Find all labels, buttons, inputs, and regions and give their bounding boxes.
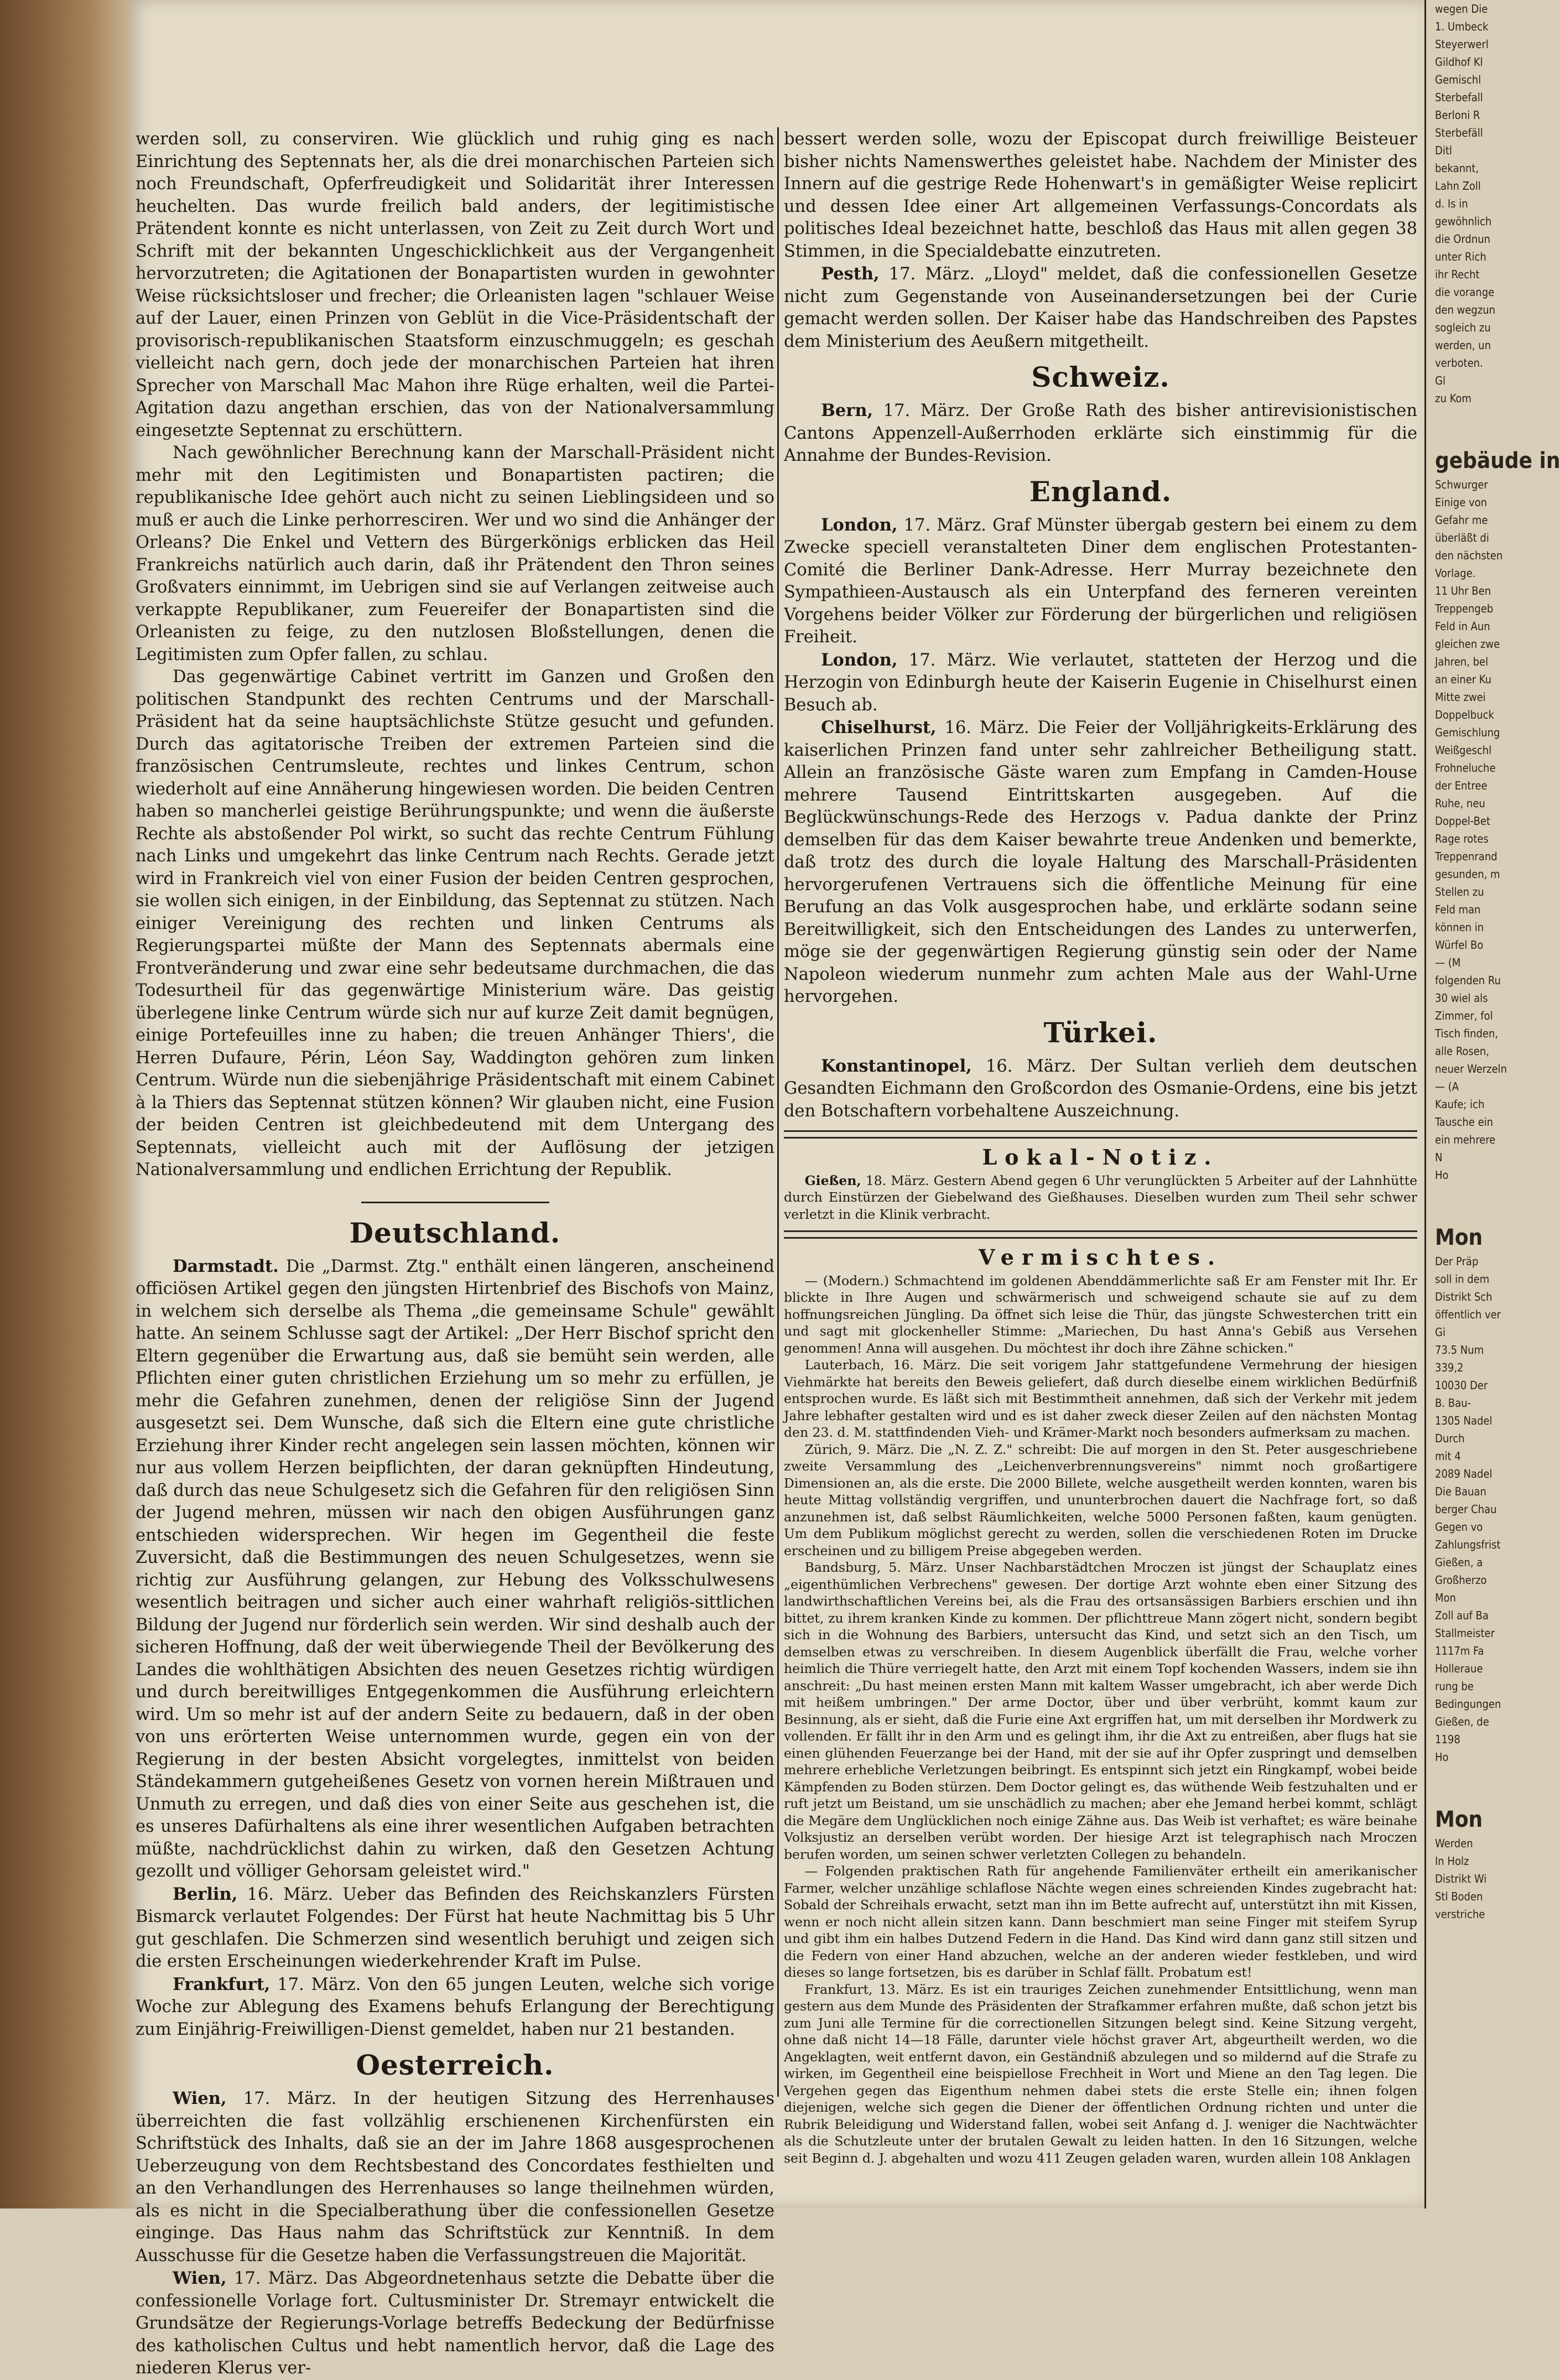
text-bern: 17. März. Der Große Rath des bisher antirevisionistischen Cantons Appenzell-Außerrhoden erklärte sich einstimmig für die Annahme der Bundes-Revision. bbox=[784, 401, 1417, 465]
item-farmer: — Folgenden praktischen Rath für angehende Familienväter ertheilt ein amerikanischer Farmer, welcher unzählige schlaflose Nächte wegen eines schreienden Kindes zugebracht hat: Sobald der Schreihals erwacht, setzt man ihn im Bette aufrecht auf, unterstützt ihn mit Kissen, wenn er noch nicht allein sitzen kann. Dann beschmiert man seine Finger mit steifem Syrup und gibt ihm ein halbes Dutzend Federn in die Hand. Das Kind wird dann ganz still sitzen und die Federn von einer Hand abzuchen, welche an der anderen wieder festkleben, und wird dieses so lange fortsetzen, bis es darüber in Schlaf fällt. Probatum est! bbox=[784, 1863, 1417, 1980]
strip-line: Gefahr me bbox=[1435, 513, 1488, 527]
item-modern: — (Modern.) Schmachtend im goldenen Abenddämmerlichte saß Er am Fenster mit Ihr. Er blickte in Ihre Augen und schwärmerisch und schweigend schaute sie auf zu dem hoffnungsreichen Jüngling. Da öffnet sich leise die Thür, das jüngste Schwesterchen tritt ein und sagt mit glockenheller Stimme: „Mariechen, Du hast Anna's Gebiß aus Versehen genommen! Anna will ausgehen. Du möchtest ihr doch ihre Zähne schicken." bbox=[784, 1272, 1417, 1356]
strip-line: Frohneluche bbox=[1435, 761, 1496, 775]
strip-line: Doppelbuck bbox=[1435, 708, 1494, 721]
paragraph-wien-cont: bessert werden solle, wozu der Episcopat durch freiwillige Beisteuer bisher nichts Namenswerthes geleistet habe. Nachdem der Minister des Innern auf die gestrige Rede Hohenwart's in gemäßigter Weise replicirt und dessen Idee einer Art allgemeinen Verfassungs-Concordats als politisches Ideal bezeichnet hatte, beschloß das Haus mit allen gegen 38 Stimmen, in die Specialdebatte einzutreten. bbox=[784, 129, 1417, 261]
strip-line: 11 Uhr Ben bbox=[1435, 584, 1491, 597]
article-pesth bbox=[784, 263, 1417, 353]
strip-line: folgenden Ru bbox=[1435, 974, 1501, 987]
strip-line: die Ordnun bbox=[1435, 232, 1491, 246]
strip-line: an einer Ku bbox=[1435, 673, 1492, 686]
strip-line: N bbox=[1435, 1151, 1443, 1164]
strip-line: 30 wiel als bbox=[1435, 991, 1488, 1005]
strip-line: unter Rich bbox=[1435, 250, 1486, 263]
strip-line: verboten. bbox=[1435, 356, 1483, 370]
strip-line: Mon bbox=[1435, 1591, 1456, 1604]
article-wien-1 bbox=[136, 2087, 774, 2267]
article-london-1 bbox=[784, 514, 1417, 649]
strip-line: In Holz bbox=[1435, 1854, 1469, 1868]
paragraph-marschall: Nach gewöhnlicher Berechnung kann der Marschall-Präsident nicht mehr mit den Legitimisten und Bonapartisten pactiren; die republikanische Idee gehört auch nicht zu seinen Lieblingsideen und so muß er auch die Linke perhorresciren. Wer und wo sind die Anhänger der Orleans? Die Enkel und Vettern des Bürgerkönigs erblicken das Heil Frankreichs natürlich auch darin, daß ihr Prätendent den Thron seines Großvaters einnimmt, im Uebrigen sind sie auf Verlangen zeitweise auch verkappte Republikaner, zum Feuereifer der Bonapartisten sind die Orleanisten zu feige, zu den nutzlosen Bloßstellungen, denen die Legitimisten zum Opfer fallen, zu schlau. bbox=[136, 443, 774, 664]
column-divider bbox=[777, 127, 779, 2097]
strip-line: den wegzun bbox=[1435, 303, 1496, 316]
article-bern bbox=[784, 399, 1417, 467]
heading-vermischtes: Vermischtes. bbox=[978, 1245, 1223, 1270]
strip-line: mit 4 bbox=[1435, 1449, 1461, 1463]
strip-line: gleichen zwe bbox=[1435, 637, 1500, 651]
paragraph-septennat: werden soll, zu conserviren. Wie glücklich und ruhig ging es nach Einrichtung des Septennats her, als die drei monarchischen Parteien sich noch Freundschaft, Opferfreudigkeit und Solidarität ihrer Interessen heuchelten. Das wurde freilich bald anders, der legitimistische Prätendent konnte es nicht unterlassen, von Zeit zu Zeit durch Wort und Schrift mit der bekannten Ungeschicklichkeit aus der Vergangenheit hervorzutreten; die Agitationen der Bonapartisten wurden in gewohnter Weise rücksichtsloser und frecher; die Orleanisten lagen "schlauer Weise auf der Lauer, einen Prinzen von Geblüt in die Vice-Präsidentschaft der provisorisch-republikanischen Staatsform einzuschmuggeln; es geschah vielleicht nach gern, doch jede der monarchischen Parteien hat ihren Sprecher von Marschall Mac Mahon ihre Rüge erhalten, weil die Partei-Agitation dazu angethan erschien, das von der Nationalversammlung eingesetzte Septennat zu erschüttern. bbox=[136, 129, 774, 440]
paragraph-cabinet: Das gegenwärtige Cabinet vertritt im Ganzen und Großen den politischen Standpunkt des rechten Centrums und der Marschall-Präsident hat da seine hauptsächlichste Stütze gesucht und gefunden. Durch das agitatorische Treiben der extremen Parteien sind die französischen Centrumsleute, rechtes und linkes Centrum, schon wiederholt auf eine Annäherung hingewiesen worden. Die beiden Centren haben so mancherlei geistige Berührungspunkte; und wenn die äußerste Rechte als abstoßender Pol wirkt, so sucht das rechte Centrum Fühlung nach Links und umgekehrt das linke Centrum nach Rechts. Gerade jetzt wird in Frankreich viel von einer Fusion der beiden Centren gesprochen, sie wollen sich einigen, in der Einbildung, das Septennat zu stützen. Nach einiger Vereinigung des rechten und linken Centrums als Regierungspartei müßte der Mann des Septennats abermals eine Frontveränderung und zwar eine sehr bedeutsame durchmachen, die das Todesurtheil für das gegenwärtige Ministerium wäre. Das geistig überlegene linke Centrum würde sich nur auf kurze Zeit damit begnügen, einige Portefeuilles inne zu haben; die treuen Anhänger Thiers', die Herren Dufaure, Périn, Léon Say, Waddington gehören zum linken Centrum. Würde nun die siebenjährige Präsidentschaft mit einem Cabinet à la Thiers das Septennat stützen können? Wir glauben nicht, eine Fusion der beiden Centren ist gleichbedeutend mit dem Untergang des Septennats, vielleicht auch mit der Auflösung der jetzigen Nationalversammlung und endlichen Errichtung der Republik. bbox=[136, 667, 774, 1179]
strip-line: Gildhof Kl bbox=[1435, 55, 1483, 69]
strip-line: Gießen, de bbox=[1435, 1715, 1489, 1728]
article-wien-2 bbox=[136, 2267, 774, 2380]
strip-line: Weißgeschl bbox=[1435, 744, 1492, 757]
strip-line: Ruhe, neu bbox=[1435, 797, 1485, 810]
heading-schweiz: Schweiz. bbox=[1031, 361, 1170, 393]
adjacent-page-strip bbox=[1424, 0, 1560, 2208]
strip-line: Berloni R bbox=[1435, 108, 1480, 122]
strip-line: neuer Werzeln bbox=[1435, 1062, 1507, 1075]
strip-line: Gi bbox=[1435, 1326, 1445, 1339]
strip-line: — (M bbox=[1435, 956, 1461, 969]
strip-line: Ditl bbox=[1435, 144, 1452, 157]
article-giessen bbox=[784, 1172, 1417, 1223]
strip-line: der Entree bbox=[1435, 779, 1488, 792]
section-divider bbox=[361, 1202, 549, 1203]
strip-line: wegen Die bbox=[1435, 2, 1488, 15]
strip-line: die vorange bbox=[1435, 285, 1495, 299]
left-column bbox=[136, 128, 774, 2380]
strip-line: Schwurger bbox=[1435, 478, 1488, 491]
strip-line: den nächsten bbox=[1435, 549, 1503, 562]
right-column bbox=[784, 128, 1417, 2166]
strip-line: überläßt di bbox=[1435, 531, 1489, 544]
strip-line: Rage rotes bbox=[1435, 832, 1489, 845]
strip-line: Sterbefall bbox=[1435, 91, 1483, 104]
article-konstantinopel bbox=[784, 1055, 1417, 1123]
strip-line: 1. Umbeck bbox=[1435, 20, 1489, 33]
dateline-bern: Bern, bbox=[821, 401, 873, 420]
dateline-wien-2: Wien, bbox=[173, 2268, 227, 2288]
strip-line: Stellen zu bbox=[1435, 885, 1484, 898]
section-divider-lokal bbox=[784, 1130, 1417, 1139]
strip-line: Durch bbox=[1435, 1432, 1465, 1445]
strip-line: Tisch finden, bbox=[1435, 1027, 1499, 1040]
strip-line: 2089 Nadel bbox=[1435, 1467, 1493, 1480]
strip-line: bekannt, bbox=[1435, 162, 1479, 175]
strip-line: soll in dem bbox=[1435, 1272, 1490, 1286]
article-chiselhurst bbox=[784, 716, 1417, 1009]
dateline-wien-1: Wien, bbox=[173, 2088, 227, 2108]
heading-england: England. bbox=[1029, 475, 1172, 508]
strip-line: B. Bau- bbox=[1435, 1396, 1471, 1410]
text-darmstadt: Die „Darmst. Ztg." enthält einen längeren, anscheinend officiösen Artikel gegen den jüngsten Hirtenbrief des Bischofs von Mainz, in welchem sich derselbe als Thema „die gemeinsame Schule" gewählt hatte. An seinem Schlusse sagt der Artikel: „Der Herr Bischof spricht den Eltern gegenüber die Erwartung aus, daß sie bemüht sein werden, alle Pflichten einer guten christlichen Erziehung um so mehr zu erfüllen, je mehr die Gefahren zunehmen, denen der religiöse Sinn der Jugend ausgesetzt sei. Dem Wunsche, daß sich die Eltern eine gute christliche Erziehung ihrer Kinder recht angelegen sein lassen möchten, können wir nur aus vollem Herzen beipflichten, der daran geknüpften Hindeutung, daß durch das neue Schulgesetz sich die Gefahren für den religiösen Sinn der Jugend mehren, müssen wir nach den obigen Ausführungen ganz entschieden widersprechen. Wir hegen im Gegentheil die feste Zuversicht, daß die Bestimmungen des neuen Schulgesetzes, wenn sie richtig zur Ausführung gelangen, zur Hebung des Volksschulwesens wesentlich beitragen und sicher auch einer wahrhaft religiös-sittlichen Bildung der Jugend nur förderlich sein werden. Wir sind deshalb auch der sicheren Hoffnung, daß der weit überwiegende Theil der Bevölkerung des Landes die wohlthätigen Absichten des neuen Gesetzes richtig würdigen und durch bereitwilliges Entgegenkommen die Ausführung erleichtern wird. Um so mehr ist auf der andern Seite zu bedauern, daß in der oben von uns erörterten Weise unternommen wurde, gegen ein von der Regierung in der besten Absicht vorgelegtes, inmittelst von beiden Ständekammern gutgeheißenes Gesetz von vornen herein Mißtrauen und Unmuth zu erregen, und daß dies von einer Seite aus geschehen ist, die es unseres Dafürhaltens als eine ihrer wesentlichen Aufgaben betrachten müßte, nachdrücklichst dahin zu wirken, daß den Gesetzen Achtung gezollt und völliger Gehorsam geleistet wird." bbox=[136, 1256, 774, 1881]
article-berlin bbox=[136, 1883, 774, 1973]
strip-line: ein mehrere bbox=[1435, 1133, 1496, 1146]
strip-line: Holleraue bbox=[1435, 1662, 1483, 1675]
strip-line: Stallmeister bbox=[1435, 1626, 1495, 1640]
strip-line: Sterbefäll bbox=[1435, 126, 1483, 139]
heading-lokal-notiz: Lokal-Notiz. bbox=[982, 1145, 1219, 1170]
section-divider-vermischtes bbox=[784, 1230, 1417, 1239]
strip-line: Feld in Aun bbox=[1435, 620, 1490, 633]
text-london-1: 17. März. Graf Münster übergab gestern bei einem zu dem Zwecke speciell veranstalteten Diner dem englischen Protestanten-Comité die Berliner Dank-Adresse. Herr Murray bezeichnete den Sympathieen-Austausch als ein Unterpfand des ferneren vereinten Vorgehens beider Völker zur Förderung der bürgerlichen und religiösen Freiheit. bbox=[784, 515, 1417, 647]
strip-line: Mon bbox=[1435, 1807, 1483, 1832]
strip-line: Einige von bbox=[1435, 496, 1488, 509]
text-frankfurt: 17. März. Von den 65 jungen Leuten, welche sich vorige Woche zur Ablegung des Examens behufs Erlangung der Berechtigung zum Einjährig-Freiwilligen-Dienst gemeldet, haben nur 21 bestanden. bbox=[136, 1974, 774, 2039]
strip-line: gewöhnlich bbox=[1435, 215, 1492, 228]
strip-line: Distrikt Sch bbox=[1435, 1290, 1493, 1303]
strip-line: Gießen, a bbox=[1435, 1556, 1483, 1569]
strip-line: Gl bbox=[1435, 374, 1445, 387]
lokal-section bbox=[784, 1172, 1417, 1223]
strip-line: Jahren, bel bbox=[1435, 655, 1489, 668]
strip-line: Werden bbox=[1435, 1837, 1473, 1850]
strip-line: Treppengeb bbox=[1435, 602, 1494, 615]
text-pesth: 17. März. „Lloyd" meldet, daß die confessionellen Gesetze nicht zum Gegenstande von Auseinandersetzungen bei der Curie gemacht werden sollen. Der Kaiser habe das Handschreiben des Papstes dem Ministerium des Aeußern mitgetheilt. bbox=[784, 264, 1417, 351]
strip-line: Kaufe; ich bbox=[1435, 1098, 1485, 1111]
dateline-london-2: London, bbox=[821, 649, 898, 670]
strip-line: können in bbox=[1435, 921, 1484, 934]
text-konstantinopel: 16. März. Der Sultan verlieh dem deutschen Gesandten Eichmann den Großcordon des Osmanie-Ordens, eine bis jetzt den Botschaftern vorbehaltene Auszeichnung. bbox=[784, 1056, 1417, 1121]
strip-line: 73.5 Num bbox=[1435, 1343, 1484, 1357]
strip-line: Feld man bbox=[1435, 903, 1481, 916]
dateline-darmstadt: Darmstadt. bbox=[173, 1256, 279, 1276]
item-bandsburg: Bandsburg, 5. März. Unser Nachbarstädtchen Mroczen ist jüngst der Schauplatz eines „eigenthümlichen Verbrechens" gewesen. Der dortige Arzt wohnte eben einer Sitzung des landwirthschaftlichen Vereins bei, als die Frau des ortsansässigen Barbiers erschien und ihn bittet, zu ihrem kranken Kinde zu kommen. Der pflichttreue Mann zögert nicht, sondern begibt sich in die Wohnung des Barbiers, untersucht das Kind, und setzt sich an den Tisch, um demselben etwas zu verschreiben. In diesem Augenblick überfällt die Frau, welche vorher heimlich die Thüre verriegelt hatte, den Arzt mit einem Topf kochenden Wassers, indem sie ihn anschreit: „Du hast meinen ersten Mann mit kaltem Wasser umgebracht, ich aber werde Dich mit heißem umbringen." Der arme Doctor, über und über verbrüht, kommt kaum zur Besinnung, als er sieht, daß die Furie eine Axt ergriffen hat, um mit derselben ihr Mordwerk zu vollenden. Er fällt ihr in den Arm und es gelingt ihm, ihr die Axt zu entreißen, aber flugs hat sie einen glühenden Feuerzange bei der Hand, mit der sie auf ihr Opfer zuspringt und demselben mehrere erhebliche Verletzungen beibringt. Es entspinnt sich jetzt ein Ringkampf, wobei beide Kämpfenden zu Boden stürzen. Dem Doctor gelingt es, das wüthende Weib festzuhalten und er ruft jetzt um Beistand, um sie unschädlich zu machen; aber ehe Jemand herbei kommt, schlägt die Megäre dem Unglücklichen noch einige Zähne aus. Das Weib ist verhaftet; es wäre beinahe Volksjustiz an derselben verübt worden. Der hiesige Arzt ist telegraphisch nach Mroczen berufen worden, um seinen schwer verletzten Collegen zu behandeln. bbox=[784, 1560, 1417, 1862]
strip-line: Steyerwerl bbox=[1435, 38, 1489, 51]
strip-line: Gemischlung bbox=[1435, 726, 1500, 739]
strip-line: Gegen vo bbox=[1435, 1520, 1483, 1534]
strip-line: Tausche ein bbox=[1435, 1115, 1494, 1129]
vermischtes-section bbox=[784, 1272, 1417, 2167]
strip-line: Vorlage. bbox=[1435, 567, 1476, 580]
strip-line: alle Rosen, bbox=[1435, 1045, 1489, 1058]
strip-line: Mon bbox=[1435, 1225, 1483, 1250]
item-zuerich: Zürich, 9. März. Die „N. Z. Z." schreibt: Die auf morgen in den St. Peter ausgeschriebene zweite Versammlung des „Leichenverbrennungsvereins" nimmt noch großartigere Dimensionen an, als die erste. Die 2000 Billete, welche ausgetheilt werden konnten, waren bis heute Mittag vollständig vergriffen, und ununterbrochen dauert die Nachfrage fort, so daß anzunehmen ist, daß selbst Räumlichkeiten, welche 5000 Personen faßten, kaum genügten. Um dem Publikum möglichst gerecht zu werden, sollen die verschiedenen Roten im Drucke erscheinen und zu billigem Preise abgegeben werden. bbox=[784, 1441, 1417, 1558]
strip-line: 1198 bbox=[1435, 1733, 1460, 1746]
text-chiselhurst: 16. März. Die Feier der Volljährigkeits-Erklärung des kaiserlichen Prinzen fand unter sehr zahlreicher Betheiligung statt. Allein an französische Gäste waren zum Empfang in Camden-House mehrere Tausend Eintrittskarten ausgegeben. Auf die Beglückwünschungs-Rede des Herzogs v. Padua dankte der Prinz demselben für das dem Kaiser bewahrte treue Andenken und bemerkte, daß trotz des durch die loyale Haltung des Marschall-Präsidenten hervorgerufenen Vertrauens sich die öffentliche Meinung für eine Berufung an das Volk ausgesprochen habe, und erklärte sodann seine Bereitwilligkeit, sich den Entscheidungen des Landes zu unterwerfen, möge sie der gegenwärtigen Regierung günstig sein oder der Name Napoleon wiederum nunmehr zum achten Male aus der Wahl-Urne hervorgehen. bbox=[784, 718, 1417, 1006]
strip-line: Würfel Bo bbox=[1435, 938, 1484, 952]
text-wien-1: 17. März. In der heutigen Sitzung des Herrenhauses überreichten die fast vollzählig erschienenen Kirchenfürsten ein Schriftstück des Inhalts, daß sie an der im Jahre 1868 ausgesprochenen Ueberzeugung von dem Rechtsbestand des Concordates festhielten und an den Verhandlungen des Herrenhauses so lange theilnehmen würden, als es nicht in die Specialberathung über die confessionellen Gesetze einginge. Das Haus nahm das Schriftstück zur Kenntniß. In dem Ausschusse für die Gesetze haben die Verfassungstreuen die Majorität. bbox=[136, 2089, 774, 2265]
strip-line: Zahlungsfrist bbox=[1435, 1538, 1501, 1551]
strip-line: — (A bbox=[1435, 1080, 1459, 1093]
text-giessen: 18. März. Gestern Abend gegen 6 Uhr verunglückten 5 Arbeiter auf der Lahnhütte durch Einstürzen der Giebelwand des Gießhauses. Dieselben wurden zum Theil sehr schwer verletzt in die Klinik verbracht. bbox=[784, 1172, 1417, 1222]
dateline-konstantinopel: Konstantinopel, bbox=[821, 1056, 972, 1076]
heading-oesterreich: Oesterreich. bbox=[356, 2049, 554, 2081]
strip-line: Distrikt Wi bbox=[1435, 1872, 1487, 1885]
dateline-frankfurt: Frankfurt, bbox=[173, 1974, 271, 1994]
text-berlin: 16. März. Ueber das Befinden des Reichskanzlers Fürsten Bismarck verlautet Folgendes: Der Fürst hat heute Nachmittag bis 5 Uhr gut geschlafen. Die Schmerzen sind wesentlich beruhigt und zeigen sich die ersten Erscheinungen wiederkehrender Kraft im Pulse. bbox=[136, 1884, 774, 1971]
strip-line: Bedingungen bbox=[1435, 1697, 1501, 1711]
strip-line: Lahn Zoll bbox=[1435, 179, 1481, 193]
strip-line: gebäude in bbox=[1435, 448, 1560, 474]
dateline-berlin: Berlin, bbox=[173, 1884, 238, 1904]
strip-line: verstriche bbox=[1435, 1908, 1485, 1921]
strip-line: zu Kom bbox=[1435, 392, 1471, 405]
dateline-pesth: Pesth, bbox=[821, 264, 880, 284]
strip-line: Die Bauan bbox=[1435, 1485, 1486, 1498]
heading-tuerkei: Türkei. bbox=[1043, 1016, 1158, 1049]
strip-line: werden, un bbox=[1435, 339, 1491, 352]
dateline-giessen: Gießen, bbox=[804, 1172, 861, 1188]
strip-line: Ho bbox=[1435, 1750, 1449, 1764]
dateline-chiselhurst: Chiselhurst, bbox=[821, 718, 937, 737]
strip-line: Gemischl bbox=[1435, 73, 1481, 86]
book-binding bbox=[0, 0, 130, 2208]
strip-line: 1117m Fa bbox=[1435, 1644, 1484, 1657]
article-frankfurt bbox=[136, 1973, 774, 2041]
strip-line: Mitte zwei bbox=[1435, 690, 1486, 704]
strip-line: Stl Boden bbox=[1435, 1890, 1483, 1903]
strip-line: Zoll auf Ba bbox=[1435, 1609, 1489, 1622]
strip-line: Der Präp bbox=[1435, 1255, 1479, 1268]
strip-line: Doppel-Bet bbox=[1435, 814, 1491, 828]
strip-line: 339,2 bbox=[1435, 1361, 1464, 1374]
text-wien-2: 17. März. Das Abgeordnetenhaus setzte die Debatte über die confessionelle Vorlage fort. Cultusminister Dr. Stremayr entwickelt die Grundsätze der Regierungs-Vorlage betreffs Bedeckung der Bedürfnisse des katholischen Cultus und hebt namentlich hervor, daß die Lage des niederen Klerus ver- bbox=[136, 2269, 774, 2378]
dateline-london-1: London, bbox=[821, 515, 898, 535]
article-darmstadt bbox=[136, 1255, 774, 1883]
strip-line: rung be bbox=[1435, 1680, 1474, 1693]
strip-line: gesunden, m bbox=[1435, 867, 1500, 881]
strip-line: berger Chau bbox=[1435, 1503, 1497, 1516]
article-london-2 bbox=[784, 649, 1417, 717]
strip-line: Zimmer, fol bbox=[1435, 1009, 1493, 1022]
strip-line: öffentlich ver bbox=[1435, 1308, 1501, 1321]
strip-line: d. Is in bbox=[1435, 197, 1468, 210]
strip-line: ihr Recht bbox=[1435, 268, 1480, 281]
strip-line: 1305 Nadel bbox=[1435, 1414, 1493, 1427]
item-lauterbach: Lauterbach, 16. März. Die seit vorigem Jahr stattgefundene Vermehrung der hiesigen Viehmärkte hat bereits den Beweis geliefert, daß durch dieselbe einem wirklichen Bedürfniß entsprochen wurde. Es läßt sich mit Bestimmtheit annehmen, daß sich der Verkehr mit jedem Jahre lebhafter gestalten wird und es ist daher zweck dieser Zeilen auf den nächsten Montag den 23. d. M. stattfindenden Vieh- und Krämer-Markt noch besonders aufmerksam zu machen. bbox=[784, 1357, 1417, 1440]
strip-line: sogleich zu bbox=[1435, 321, 1491, 334]
item-frankfurt-strafkammer: Frankfurt, 13. März. Es ist ein trauriges Zeichen zunehmender Entsittlichung, wenn man gestern aus dem Munde des Präsidenten der Strafkammer erfahren mußte, daß schon jetzt bis zum Juni alle Termine für die correctionellen Sitzungen belegt sind. Keine Sitzung vergeht, ohne daß nicht 14—18 Fälle, darunter viele höchst graver Art, abgeurtheilt werden, wo die Angeklagten, weit entfernt davon, ein Geständniß abzulegen und so mildernd auf die Strafe zu wirken, im Gegentheil eine beispiellose Frechheit in Wort und Miene an den Tag legen. Die Vergehen gegen das Eigenthum nehmen dabei stets die erste Stelle ein; ihnen folgen diejenigen, welche sich gegen die Diener der öffentlichen Ordnung richten und unter die Rubrik Beleidigung und Widerstand fallen, wobei seit Anfang d. J. weniger die Nachtwächter als die Schutzleute unter der brutalen Gewalt zu leiden hatten. In den 16 Sitzungen, welche seit Beginn d. J. abgehalten und wozu 411 Zeugen geladen waren, wurden allein 108 Anklagen bbox=[784, 1981, 1417, 2166]
strip-line: 10030 Der bbox=[1435, 1379, 1488, 1392]
text-london-2: 17. März. Wie verlautet, statteten der Herzog und die Herzogin von Edinburgh heute der Kaiserin Eugenie in Chiselhurst einen Besuch ab. bbox=[784, 650, 1417, 715]
strip-line: Großherzo bbox=[1435, 1573, 1487, 1587]
heading-deutschland: Deutschland. bbox=[349, 1216, 561, 1249]
strip-line: Treppenrand bbox=[1435, 850, 1497, 863]
strip-line: Ho bbox=[1435, 1168, 1449, 1182]
